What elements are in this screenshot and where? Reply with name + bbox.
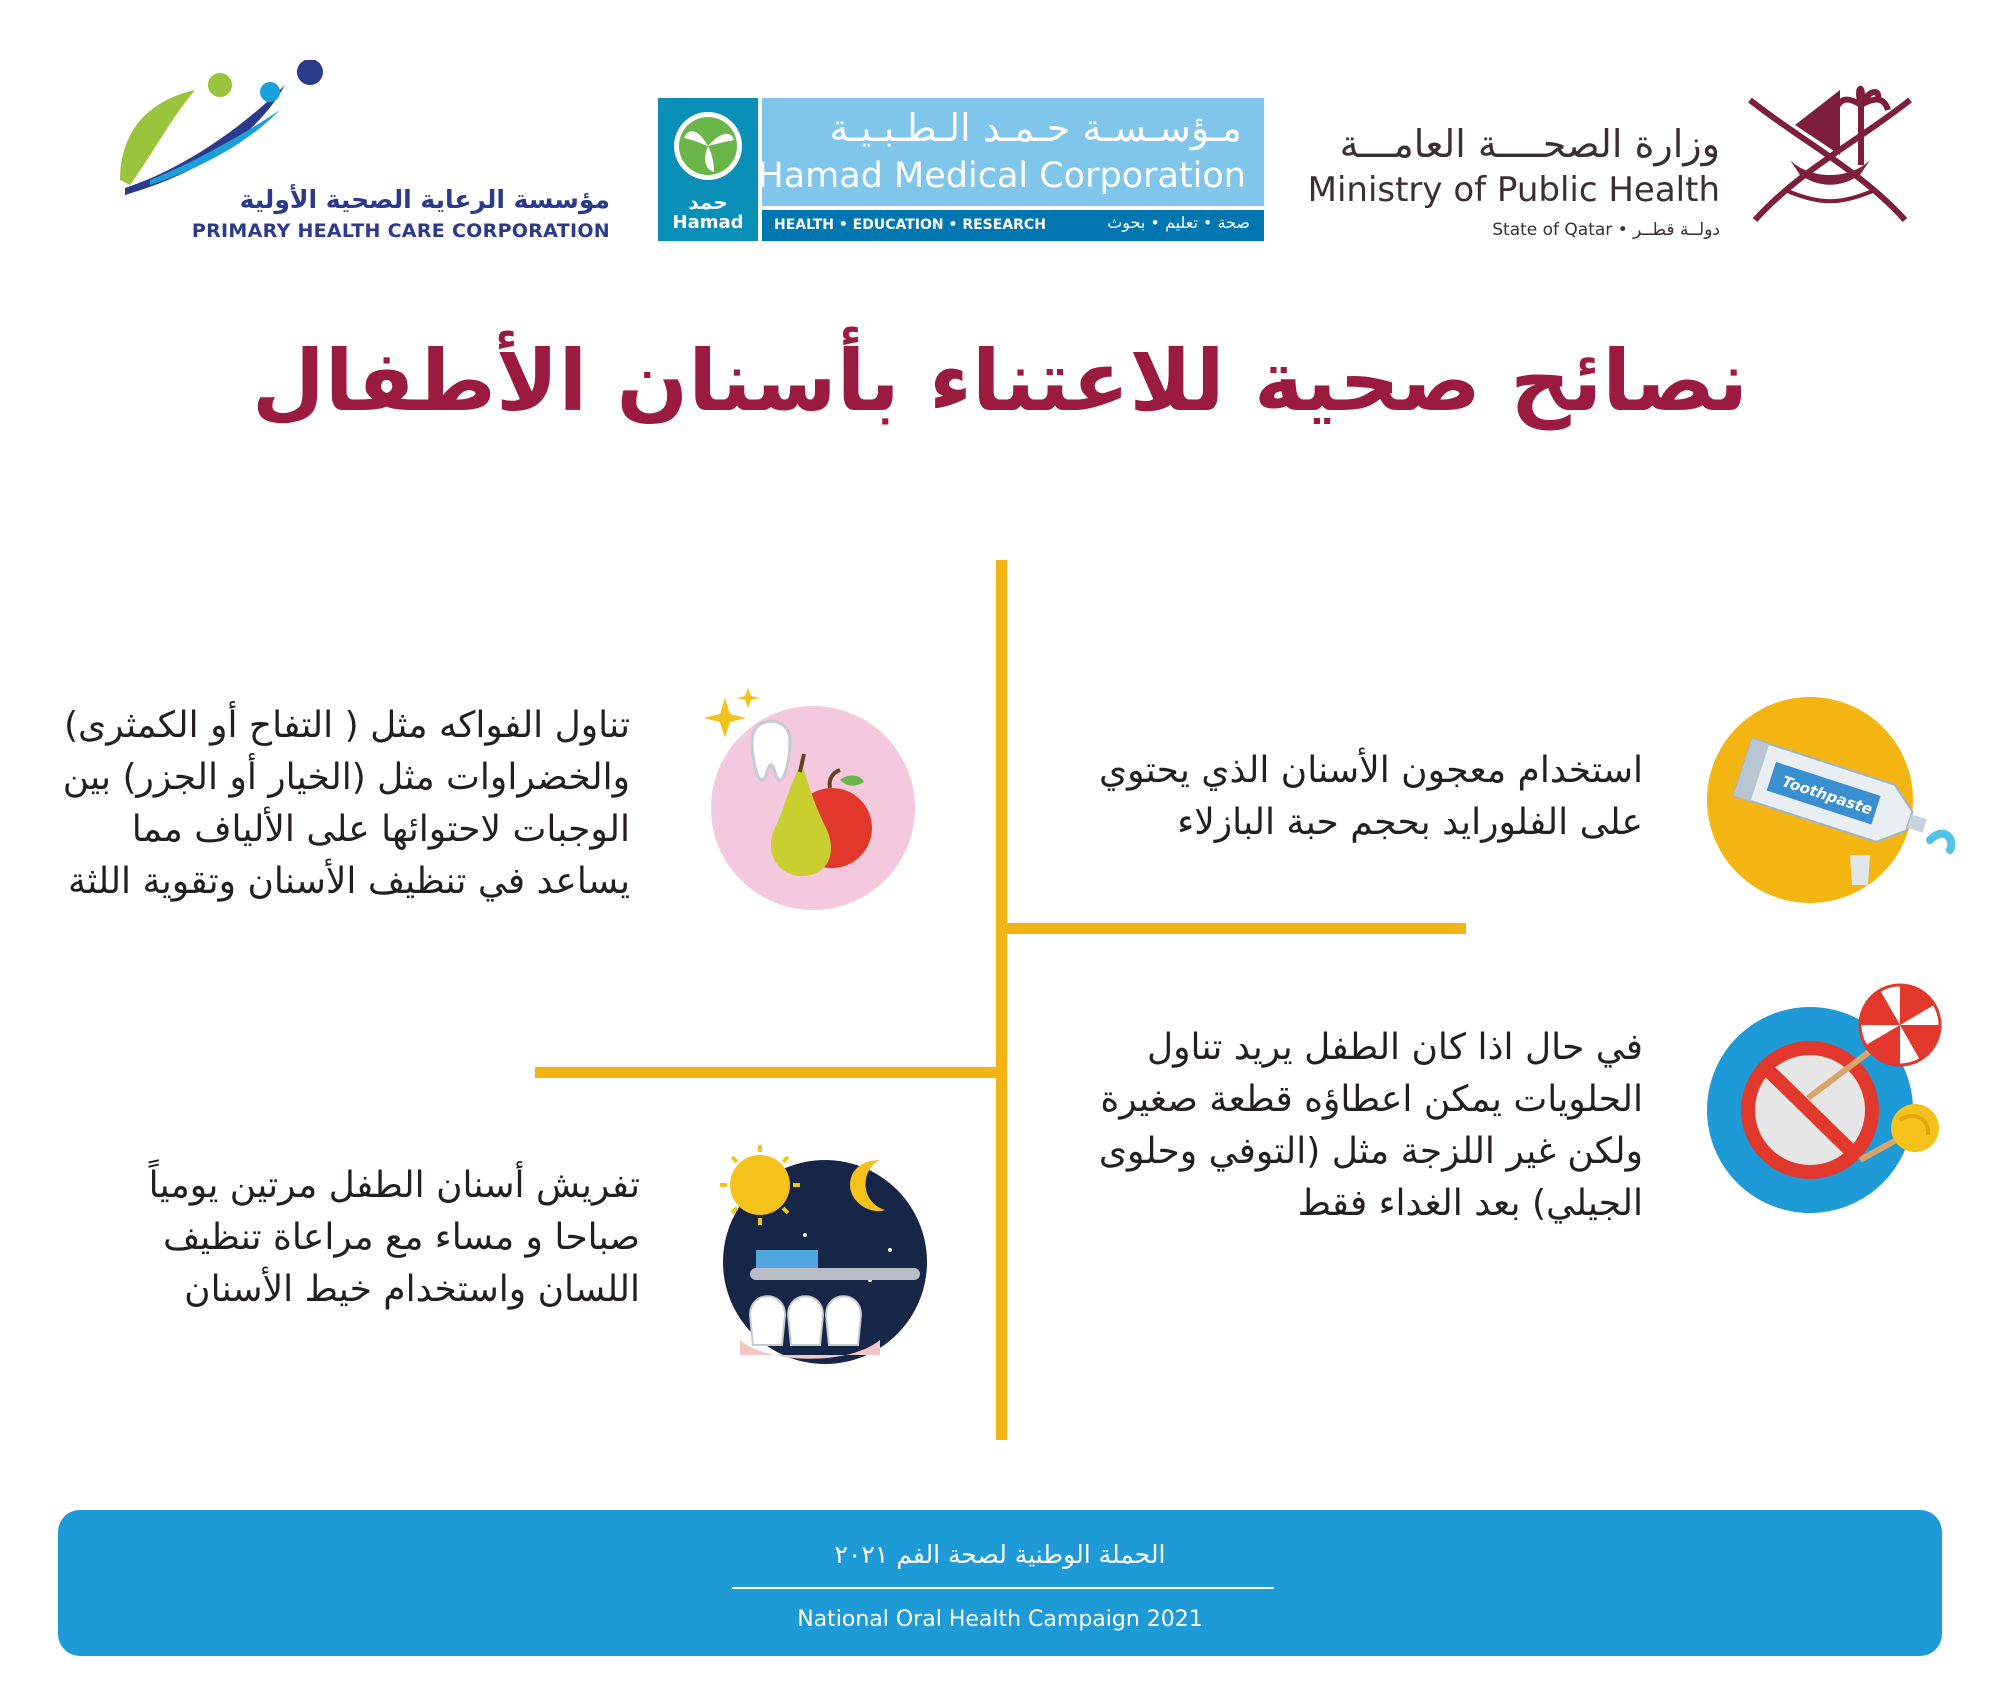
tip-fruits: تناول الفواكه مثل ( التفاح أو الكمثرى) والخضراوات مثل (الخيار أو الجزر) بين الوجبات لاحتوائها على الألياف مما يساعد في تنظيف الأسنان وتقوية اللثة (62, 705, 630, 902)
hmc-tagline-bar (762, 210, 1264, 241)
hmc-arabic-name: مـؤسـسـة حـمـد الـطـبـيـة (829, 106, 1242, 150)
campaign-footer (58, 1510, 1942, 1656)
hmc-leaf-icon (658, 98, 758, 188)
tip-sweets: في حال اذا كان الطفل يريد تناول الحلويات يمكن اعطاؤه قطعة صغيرة ولكن غير اللزجة مثل (التوفي وحلوى الجيلي) بعد الغداء فقط (1098, 1027, 1643, 1224)
hmc-mark-english: Hamad (672, 212, 744, 233)
hmc-logo (658, 98, 1264, 241)
moph-arabic-name: وزارة الصحــــة العامـــة (1339, 122, 1720, 166)
page-title: نصائح صحية للاعتناء بأسنان الأطفال (251, 332, 1749, 430)
footer-divider (732, 1587, 1274, 1589)
tip-toothpaste: استخدام معجون الأسنان الذي يحتوي على الفلورايد بحجم حبة البازلاء (1098, 750, 1643, 843)
hmc-english-name: Hamad Medical Corporation (757, 156, 1246, 196)
moph-logo (1307, 70, 1920, 255)
phcc-leaf-icon (110, 60, 370, 200)
hmc-name-panel (757, 98, 1264, 206)
toothpaste-label: Toothpaste (1779, 772, 1875, 819)
footer-arabic: الحملة الوطنية لصحة الفم ٢٠٢١ (834, 1540, 1166, 1569)
no-candy-icon (1700, 960, 1960, 1230)
toothpaste-icon (1700, 690, 1960, 910)
qatar-emblem-icon (1740, 70, 1920, 250)
right-horizontal-divider (1001, 923, 1466, 934)
phcc-arabic-name: مؤسسة الرعاية الصحية الأولية (239, 185, 610, 214)
hmc-mark (658, 98, 758, 241)
moph-english-name: Ministry of Public Health (1307, 170, 1720, 210)
phcc-logo (110, 60, 610, 250)
moph-state-line: State of Qatar • دولــة قطــر (1492, 220, 1720, 240)
hmc-tagline-english: HEALTH • EDUCATION • RESEARCH (774, 217, 1046, 233)
hmc-mark-arabic: حمد (688, 190, 728, 214)
hmc-tagline-arabic: صحة • تعليم • بحوث (1107, 213, 1250, 232)
left-horizontal-divider (535, 1067, 1001, 1078)
tip-brushing: تفريش أسنان الطفل مرتين يومياً صباحا و مساء مع مراعاة تنظيف اللسان واستخدام خيط الأسنان (148, 1165, 640, 1310)
vertical-divider (996, 560, 1007, 1440)
fruit-tooth-icon (680, 680, 920, 920)
phcc-english-name: PRIMARY HEALTH CARE CORPORATION (191, 220, 610, 242)
footer-english: National Oral Health Campaign 2021 (797, 1607, 1203, 1632)
day-night-brushing-icon (710, 1140, 935, 1370)
